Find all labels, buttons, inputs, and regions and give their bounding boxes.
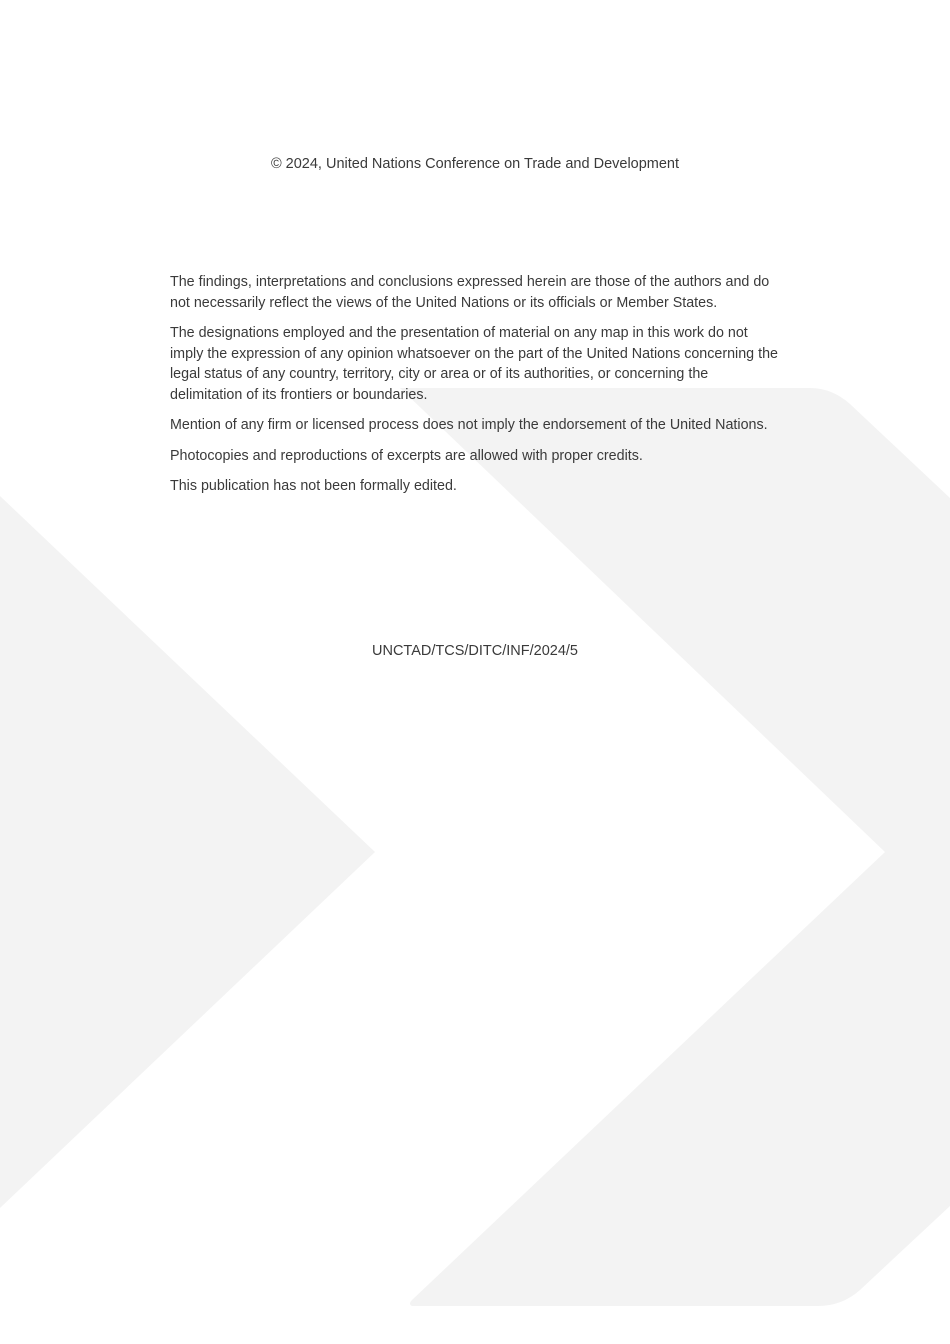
- disclaimer-block: [170, 272, 782, 507]
- disclaimer-not-edited: This publication has not been formally edited.: [170, 478, 457, 494]
- disclaimer-endorsement: Mention of any firm or licensed process does not imply the endorsement of the United Nations.: [170, 417, 768, 433]
- document-symbol: UNCTAD/TCS/DITC/INF/2024/5: [372, 643, 578, 659]
- disclaimer-designations: The designations employed and the presentation of material on any map in this work do not imply the expression of any opinion whatsoever on the part of the United Nations concerning the legal status of any country, territory, city or area or of its authorities, or concerning the delimitation of its frontiers or boundaries.: [170, 325, 778, 403]
- disclaimer-findings: The findings, interpretations and conclusions expressed herein are those of the authors and do not necessarily reflect the views of the United Nations or its officials or Member States.: [170, 274, 770, 311]
- copyright-notice: © 2024, United Nations Conference on Trade and Development: [270, 156, 680, 172]
- disclaimer-photocopies: Photocopies and reproductions of excerpts are allowed with proper credits.: [170, 447, 643, 464]
